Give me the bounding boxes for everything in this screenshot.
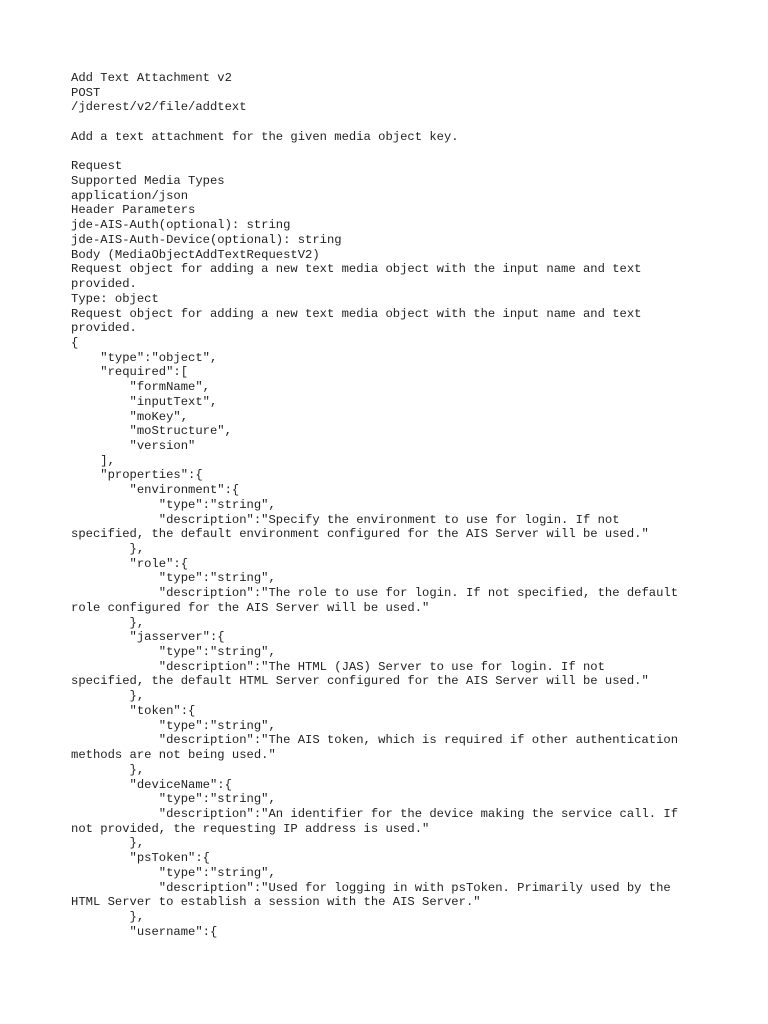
doc-title: Add Text Attachment v2	[71, 71, 232, 85]
schema-line: role configured for the AIS Server will be used."	[71, 600, 430, 615]
doc-summary: Add a text attachment for the given media object key.	[71, 129, 459, 144]
schema-line: },	[71, 615, 145, 630]
schema-line: {	[71, 335, 79, 350]
type-description-line: Request object for adding a new text media object with the input name and text	[71, 306, 642, 321]
media-type: application/json	[71, 188, 189, 203]
schema-line: "type":"string",	[71, 792, 276, 807]
api-doc-page	[71, 71, 751, 939]
schema-line: HTML Server to establish a session with the AIS Server."	[71, 895, 481, 910]
schema-line: },	[71, 542, 145, 556]
body-heading: Body (MediaObjectAddTextRequestV2)	[71, 247, 320, 262]
schema-line: "description":"The AIS token, which is required if other authentication	[71, 733, 679, 748]
schema-line: },	[71, 762, 145, 777]
schema-line: "jasserver":{	[71, 630, 225, 645]
schema-line: "role":{	[71, 556, 189, 571]
schema-line: not provided, the requesting IP address is used."	[71, 821, 430, 836]
request-heading: Request	[71, 159, 123, 174]
schema-line: "type":"object",	[71, 350, 218, 365]
schema-line: "required":[	[71, 365, 189, 380]
schema-line: "psToken":{	[71, 851, 210, 866]
schema-line: "type":"string",	[71, 645, 276, 660]
type-line: Type: object	[71, 291, 159, 306]
endpoint-path: /jderest/v2/file/addtext	[71, 100, 247, 115]
schema-line: specified, the default HTML Server configured for the AIS Server will be used."	[71, 674, 649, 689]
schema-line: "username":{	[71, 924, 218, 939]
json-schema-block	[71, 336, 751, 939]
schema-line: "token":{	[71, 703, 196, 718]
schema-line: "formName",	[71, 380, 210, 395]
type-description-line: provided.	[71, 321, 137, 336]
http-method: POST	[71, 85, 101, 100]
schema-line: "deviceName":{	[71, 777, 232, 792]
schema-line: "moKey",	[71, 409, 189, 424]
body-description-line: Request object for adding a new text media object with the input name and text	[71, 262, 642, 277]
schema-line: "description":"Used for logging in with psToken. Primarily used by the	[71, 880, 671, 895]
schema-line: "type":"string",	[71, 497, 276, 512]
header-param-auth-device: jde-AIS-Auth-Device(optional): string	[71, 232, 342, 247]
media-types-heading: Supported Media Types	[71, 174, 225, 189]
blank-line	[71, 145, 751, 160]
header-params-heading: Header Parameters	[71, 203, 196, 218]
body-description-line: provided.	[71, 277, 137, 292]
schema-line: "type":"string",	[71, 865, 276, 880]
schema-line: "description":"Specify the environment to use for login. If not	[71, 512, 620, 527]
schema-line: "moStructure",	[71, 424, 232, 439]
schema-line: "type":"string",	[71, 571, 276, 586]
header-param-auth: jde-AIS-Auth(optional): string	[71, 218, 291, 233]
schema-line: specified, the default environment configured for the AIS Server will be used."	[71, 527, 649, 542]
schema-line: "type":"string",	[71, 718, 276, 733]
schema-line: "environment":{	[71, 483, 240, 498]
schema-line: },	[71, 909, 145, 924]
blank-line	[71, 115, 751, 130]
schema-line: ],	[71, 453, 115, 468]
schema-line: "inputText",	[71, 394, 218, 409]
schema-line: },	[71, 836, 145, 851]
schema-line: "properties":{	[71, 468, 203, 483]
schema-line: "version"	[71, 438, 196, 453]
schema-line: "description":"An identifier for the device making the service call. If	[71, 806, 679, 821]
schema-line: "description":"The HTML (JAS) Server to use for login. If not	[71, 659, 605, 674]
schema-line: "description":"The role to use for login. If not specified, the default	[71, 586, 679, 601]
schema-line: methods are not being used."	[71, 748, 276, 763]
schema-line: },	[71, 689, 145, 704]
